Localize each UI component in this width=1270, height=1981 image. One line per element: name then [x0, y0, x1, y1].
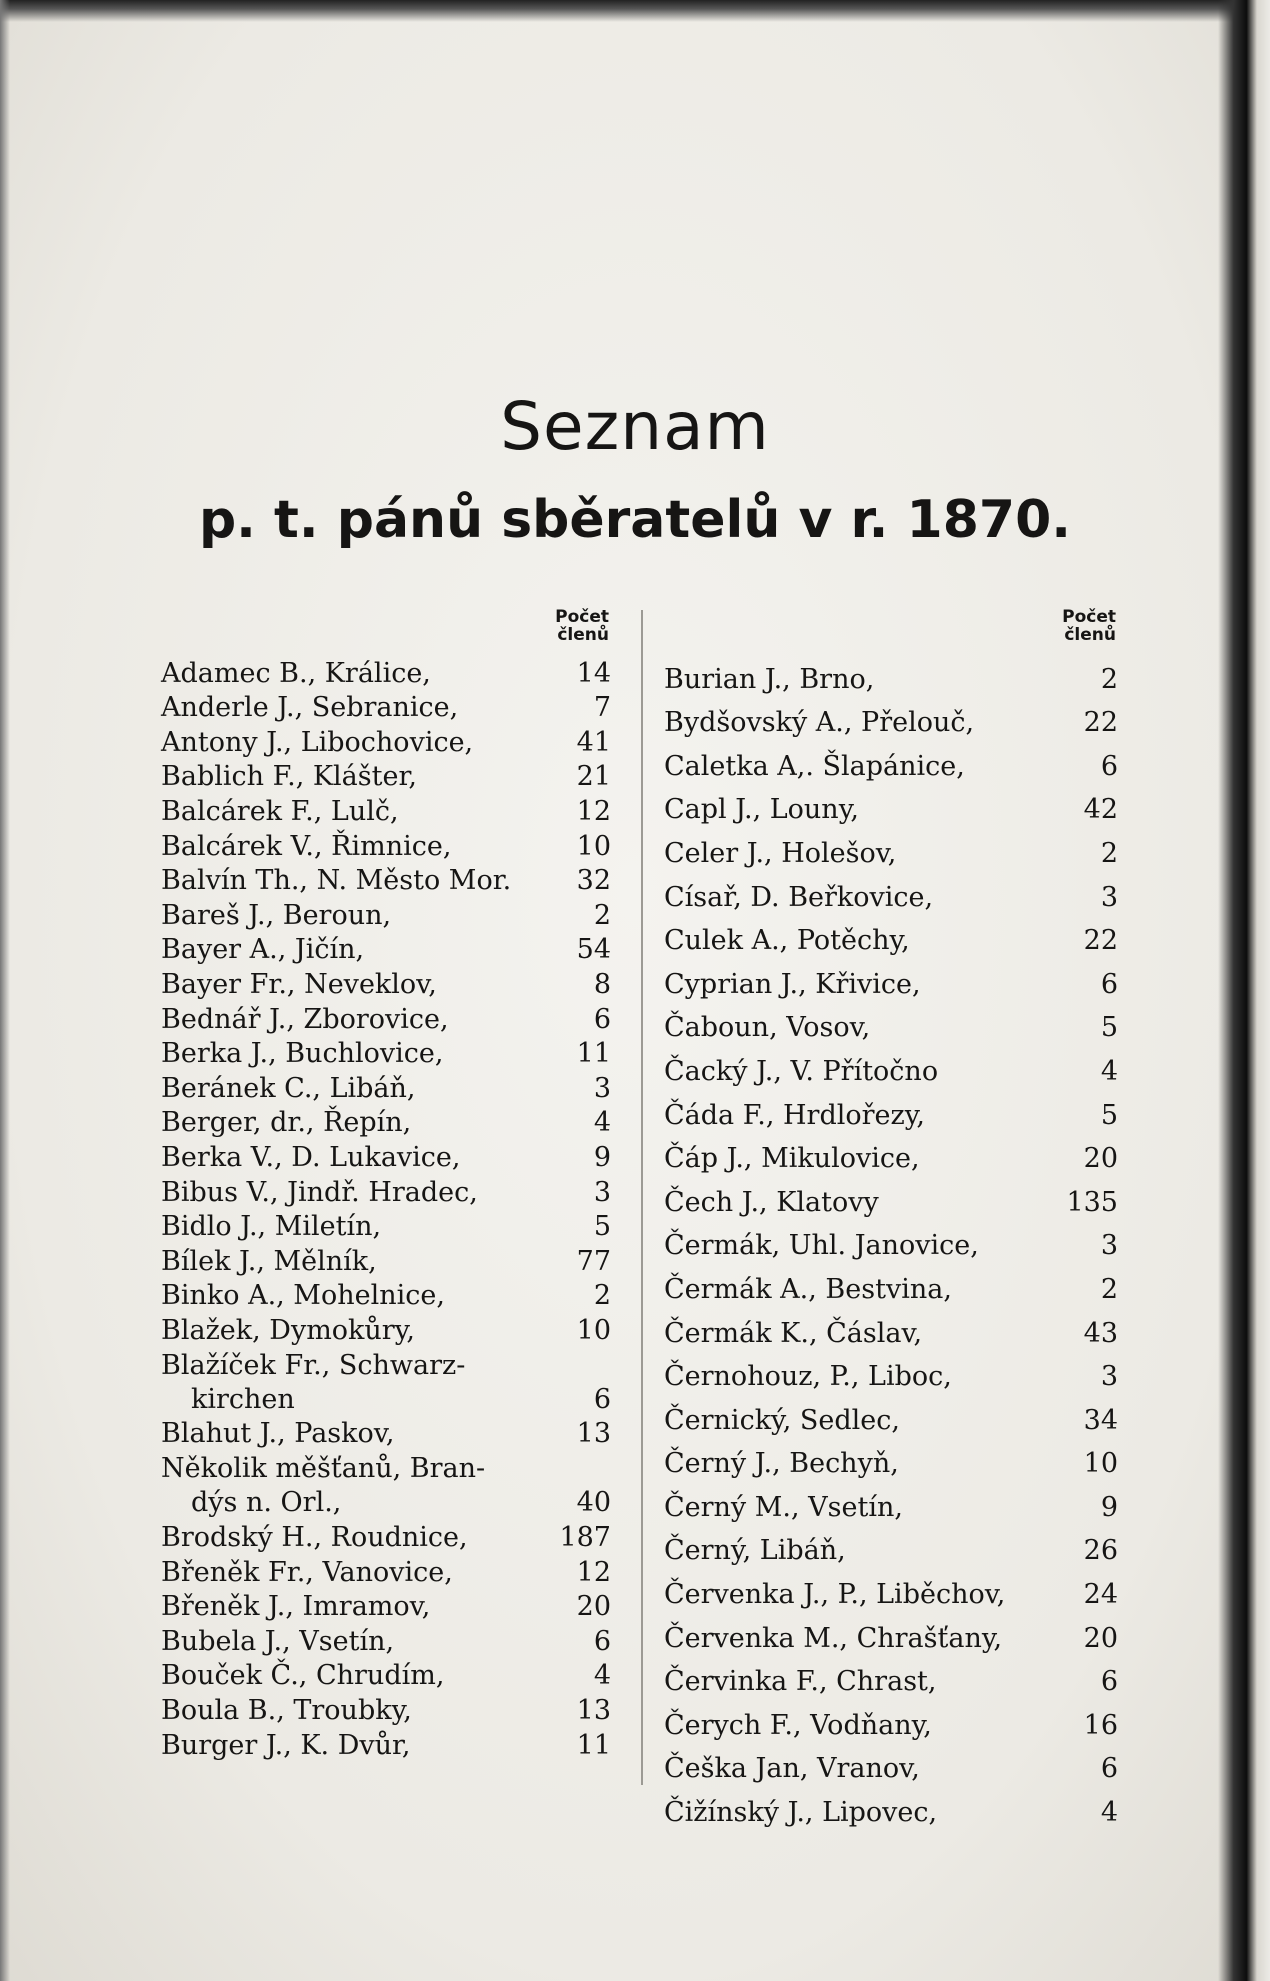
list-item: [161, 760, 611, 795]
collector-name-line: Několik měšťanů, Bran-: [161, 1453, 486, 1485]
list-item: [664, 1092, 1118, 1136]
collector-name: [161, 1003, 449, 1037]
collector-name: [161, 899, 391, 933]
member-count: 4: [593, 1107, 611, 1139]
collector-name-line: Bydšovský A., Přelouč,: [664, 707, 975, 739]
member-count: 13: [576, 1418, 611, 1450]
member-count: 2: [593, 899, 611, 931]
collector-name-line: Čermák K., Čáslav,: [664, 1317, 923, 1349]
member-count: 4: [1100, 1055, 1118, 1087]
member-count: 3: [1100, 1361, 1118, 1393]
collector-name: [664, 1139, 920, 1179]
member-count: 3: [593, 1176, 611, 1208]
collector-name: [161, 864, 511, 898]
page-subtitle: p. t. pánů sběratelů v r. 1870.: [198, 490, 1072, 550]
member-count: 6: [1100, 750, 1118, 782]
collector-name-line: Blažíček Fr., Schwarz-: [161, 1349, 466, 1381]
list-item: [161, 1106, 611, 1141]
page-top-shadow: [0, 0, 1270, 22]
collector-name-line: Čech J., Klatovy: [664, 1186, 879, 1218]
list-item: [161, 1175, 611, 1210]
collector-name-line: Culek A., Potěchy,: [664, 925, 910, 957]
member-count: 8: [593, 968, 611, 1000]
collector-name-line: Češka Jan, Vranov,: [664, 1753, 920, 1785]
collector-name: [161, 795, 399, 829]
member-count: 5: [1100, 1012, 1118, 1044]
collector-name-line: Čižínský J., Lipovec,: [664, 1797, 938, 1829]
collector-name-line: Burger J., K. Dvůr,: [161, 1729, 411, 1761]
collector-name: [161, 968, 437, 1002]
left-column-header: [161, 608, 611, 656]
collector-name-line: Bablich F., Klášter,: [161, 761, 417, 793]
right-column-header: [664, 608, 1118, 656]
list-item: [161, 933, 611, 968]
collector-name-line: Čermák, Uhl. Janovice,: [664, 1230, 979, 1262]
member-count: 22: [1083, 707, 1118, 739]
collector-name: [664, 1706, 932, 1746]
collector-name-line: Berka J., Buchlovice,: [161, 1038, 444, 1070]
member-count: 6: [1100, 1666, 1118, 1698]
column-header-line2: členů: [1064, 625, 1116, 645]
member-count: 40: [576, 1487, 611, 1519]
collector-name-line: Čacký J., V. Přítočno: [664, 1055, 939, 1087]
list-item: [161, 1451, 611, 1520]
list-item: [664, 1789, 1118, 1833]
collector-name-line: Anderle J., Sebranice,: [161, 692, 459, 724]
member-count: 41: [576, 726, 611, 758]
column-header-line1: Počet: [555, 607, 609, 627]
collector-name-continuation: dýs n. Orl.,: [191, 1487, 342, 1519]
list-item: [161, 691, 611, 726]
list-item: [161, 656, 611, 691]
collector-name: [161, 1625, 394, 1659]
collector-name-line: Bareš J., Beroun,: [161, 899, 392, 931]
member-count: 54: [576, 934, 611, 966]
collector-name-line: Bayer A., Jičín,: [161, 934, 365, 966]
collector-name: [664, 1444, 899, 1484]
collector-name-line: Berka V., D. Lukavice,: [161, 1141, 461, 1173]
collector-name: [664, 1183, 879, 1223]
collector-name: [161, 1452, 485, 1520]
collector-name: [664, 878, 933, 918]
list-item: [664, 1310, 1118, 1354]
collector-name-line: Burian J., Brno,: [664, 663, 875, 695]
collector-name-line: Antony J., Libochovice,: [161, 726, 474, 758]
member-count: 9: [1100, 1491, 1118, 1523]
collector-name: [664, 921, 910, 961]
member-count: 11: [576, 1729, 611, 1761]
member-count: 26: [1083, 1535, 1118, 1567]
list-item: [664, 1397, 1118, 1441]
collector-name: [664, 965, 921, 1005]
list-item: [161, 1140, 611, 1175]
collector-name-line: Čerych F., Vodňany,: [664, 1709, 932, 1741]
list-item: [664, 1048, 1118, 1092]
collector-name: [161, 760, 417, 794]
collector-name-line: Beránek C., Libáň,: [161, 1072, 416, 1104]
collector-name: [664, 834, 896, 874]
collector-name: [664, 1314, 922, 1354]
collector-name-line: Černý M., Vsetín,: [664, 1491, 903, 1523]
member-count: 10: [576, 830, 611, 862]
collector-name-line: Čáda F., Hrdlořezy,: [664, 1099, 925, 1131]
list-item: [664, 1266, 1118, 1310]
list-item: [161, 1279, 611, 1314]
collector-name-line: Brodský H., Roudnice,: [161, 1522, 468, 1554]
collector-name: [664, 1793, 937, 1833]
collector-name-line: Blahut J., Paskov,: [161, 1418, 395, 1450]
collector-name-line: Červenka J., P., Liběchov,: [664, 1579, 1006, 1611]
collector-name: [664, 1052, 938, 1092]
collector-name-line: Bibus V., Jindř. Hradec,: [161, 1176, 478, 1208]
list-item: [161, 1693, 611, 1728]
collector-name: [161, 1521, 468, 1555]
member-count: 3: [593, 1072, 611, 1104]
list-item: [664, 830, 1118, 874]
collector-name-line: Břeněk Fr., Vanovice,: [161, 1556, 453, 1588]
member-count: 34: [1083, 1404, 1118, 1436]
collector-name-line: Adamec B., Králice,: [161, 657, 431, 689]
member-count: 2: [593, 1280, 611, 1312]
list-item: [161, 1348, 611, 1417]
collector-name-line: Čáp J., Mikulovice,: [664, 1143, 920, 1175]
list-item: [161, 725, 611, 760]
member-count: 6: [593, 1625, 611, 1657]
column-divider: [641, 610, 643, 1785]
collector-name: [664, 1619, 1002, 1659]
collector-name-line: Caletka A,. Šlapánice,: [664, 750, 965, 782]
member-count: 12: [576, 1556, 611, 1588]
member-count: 4: [1100, 1797, 1118, 1829]
list-item: [664, 1223, 1118, 1267]
member-count: 4: [593, 1660, 611, 1692]
member-count: 32: [576, 865, 611, 897]
member-count: 43: [1083, 1317, 1118, 1349]
collector-name-line: Balcárek V., Řimnice,: [161, 830, 452, 862]
list-item: [664, 1659, 1118, 1703]
collector-name-line: Černý, Libáň,: [664, 1535, 846, 1567]
page-title: Seznam: [500, 388, 770, 465]
collector-name: [664, 660, 874, 700]
collector-name: [161, 933, 364, 967]
right-column: [664, 608, 1118, 1833]
list-item: [161, 1728, 611, 1763]
list-item: [664, 1571, 1118, 1615]
member-count: 14: [576, 657, 611, 689]
collector-name: [161, 657, 431, 691]
collector-name-line: Bayer Fr., Neveklov,: [161, 968, 437, 1000]
member-count: 42: [1083, 794, 1118, 826]
member-count: 20: [1083, 1143, 1118, 1175]
list-item: [664, 961, 1118, 1005]
list-item: [161, 864, 611, 899]
member-count: 9: [593, 1141, 611, 1173]
member-count: 20: [576, 1591, 611, 1623]
list-item: [161, 1659, 611, 1694]
collector-name-line: Capl J., Louny,: [664, 794, 859, 826]
collector-name-line: Celer J., Holešov,: [664, 837, 897, 869]
list-item: [161, 1520, 611, 1555]
member-count: 6: [593, 1383, 611, 1415]
member-count: 13: [576, 1695, 611, 1727]
column-header-line1: Počet: [1062, 607, 1116, 627]
collector-name: [664, 1488, 903, 1528]
collector-name-line: Císař, D. Beřkovice,: [664, 881, 934, 913]
collector-name-line: Balvín Th., N. Město Mor.: [161, 865, 512, 897]
collector-name: [664, 1226, 979, 1266]
collector-name: [161, 1659, 444, 1693]
list-item: [161, 1002, 611, 1037]
member-count: 21: [576, 761, 611, 793]
collector-name: [161, 1729, 411, 1763]
collector-name-line: Bubela J., Vsetín,: [161, 1625, 395, 1657]
list-item: [161, 898, 611, 933]
member-count: 2: [1100, 837, 1118, 869]
collector-name: [664, 790, 859, 830]
collector-name-line: Berger, dr., Řepín,: [161, 1107, 412, 1139]
collector-name: [161, 1694, 412, 1728]
collector-name: [161, 1314, 415, 1348]
member-count: 10: [1083, 1448, 1118, 1480]
list-item: [161, 1244, 611, 1279]
collector-name-line: Bidlo J., Miletín,: [161, 1211, 382, 1243]
member-count: 6: [1100, 968, 1118, 1000]
collector-name-line: Bednář J., Zborovice,: [161, 1003, 449, 1035]
collector-name: [161, 1349, 465, 1417]
list-item: [664, 700, 1118, 744]
member-count: 77: [576, 1245, 611, 1277]
list-item: [664, 1615, 1118, 1659]
collector-name: [161, 726, 473, 760]
collector-name-line: Balcárek F., Lulč,: [161, 795, 399, 827]
list-item: [664, 787, 1118, 831]
collector-name: [664, 1575, 1005, 1615]
member-count: 6: [593, 1003, 611, 1035]
member-count: 16: [1083, 1709, 1118, 1741]
collector-name: [664, 1270, 952, 1310]
collector-name: [664, 1749, 920, 1789]
member-count: 2: [1100, 1273, 1118, 1305]
collector-name: [161, 1556, 453, 1590]
list-item: [664, 1528, 1118, 1572]
collector-name-line: Černý J., Bechyň,: [664, 1448, 899, 1480]
member-count: 7: [593, 692, 611, 724]
collector-name: [161, 1245, 377, 1279]
page-left-shadow: [0, 0, 10, 1981]
list-item: [664, 1484, 1118, 1528]
member-count: 22: [1083, 925, 1118, 957]
list-item: [161, 1071, 611, 1106]
collector-name: [161, 1279, 445, 1313]
left-column: [161, 608, 611, 1763]
collector-name-line: Cyprian J., Křivice,: [664, 968, 921, 1000]
collector-name-line: Červinka F., Chrast,: [664, 1666, 937, 1698]
collector-name: [161, 1141, 461, 1175]
member-count: 135: [1066, 1186, 1118, 1218]
list-item: [161, 794, 611, 829]
collector-name-line: Bílek J., Mělník,: [161, 1245, 377, 1277]
collector-name: [664, 1357, 952, 1397]
member-count: 6: [1100, 1753, 1118, 1785]
collector-name: [161, 1590, 430, 1624]
collector-name: [161, 1176, 478, 1210]
list-item: [664, 1441, 1118, 1485]
list-item: [664, 1005, 1118, 1049]
collector-name-line: Čaboun, Vosov,: [664, 1012, 871, 1044]
collector-name: [664, 1401, 900, 1441]
collector-name: [161, 1037, 443, 1071]
list-item: [664, 1354, 1118, 1398]
collector-name-continuation: kirchen: [191, 1383, 295, 1415]
collector-name-line: Bouček Č., Chrudím,: [161, 1660, 445, 1692]
list-item: [161, 1417, 611, 1452]
collector-name-line: Černohouz, P., Liboc,: [664, 1361, 952, 1393]
list-item: [664, 918, 1118, 962]
collector-name-line: Černický, Sedlec,: [664, 1404, 900, 1436]
collector-name-line: Červenka M., Chrašťany,: [664, 1622, 1003, 1654]
list-item: [664, 656, 1118, 700]
member-count: 2: [1100, 663, 1118, 695]
left-entry-list: [161, 656, 611, 1763]
collector-name: [664, 1096, 925, 1136]
list-item: [664, 1136, 1118, 1180]
list-item: [161, 1590, 611, 1625]
collector-name: [161, 691, 458, 725]
collector-name: [664, 703, 974, 743]
list-item: [161, 1624, 611, 1659]
collector-name-line: Boula B., Troubky,: [161, 1695, 412, 1727]
list-item: [664, 874, 1118, 918]
list-item: [664, 1179, 1118, 1223]
list-item: [161, 967, 611, 1002]
right-entry-list: [664, 656, 1118, 1833]
member-count: 12: [576, 795, 611, 827]
collector-name: [664, 1008, 870, 1048]
list-item: [161, 829, 611, 864]
list-item: [664, 1702, 1118, 1746]
column-header-line2: členů: [557, 625, 609, 645]
list-item: [161, 1313, 611, 1348]
collector-name: [161, 1072, 416, 1106]
collector-name: [161, 830, 451, 864]
collector-name: [161, 1417, 394, 1451]
member-count: 24: [1083, 1579, 1118, 1611]
list-item: [664, 1746, 1118, 1790]
collector-name-line: Čermák A., Bestvina,: [664, 1273, 952, 1305]
member-count: 5: [593, 1211, 611, 1243]
member-count: 5: [1100, 1099, 1118, 1131]
page-binding-shadow: [1218, 0, 1270, 1981]
member-count: 3: [1100, 1230, 1118, 1262]
collector-name: [664, 1662, 936, 1702]
list-item: [161, 1037, 611, 1072]
member-count: 10: [576, 1314, 611, 1346]
member-count: 187: [559, 1522, 611, 1554]
member-count: 11: [576, 1038, 611, 1070]
collector-name-line: Blažek, Dymokůry,: [161, 1314, 415, 1346]
collector-name: [161, 1106, 411, 1140]
collector-name: [664, 1531, 846, 1571]
list-item: [664, 743, 1118, 787]
member-count: 3: [1100, 881, 1118, 913]
list-item: [161, 1555, 611, 1590]
collector-name: [664, 747, 965, 787]
collector-name: [161, 1210, 381, 1244]
list-item: [161, 1210, 611, 1245]
collector-name-line: Binko A., Mohelnice,: [161, 1280, 445, 1312]
collector-name-line: Břeněk J., Imramov,: [161, 1591, 431, 1623]
member-count: 20: [1083, 1622, 1118, 1654]
